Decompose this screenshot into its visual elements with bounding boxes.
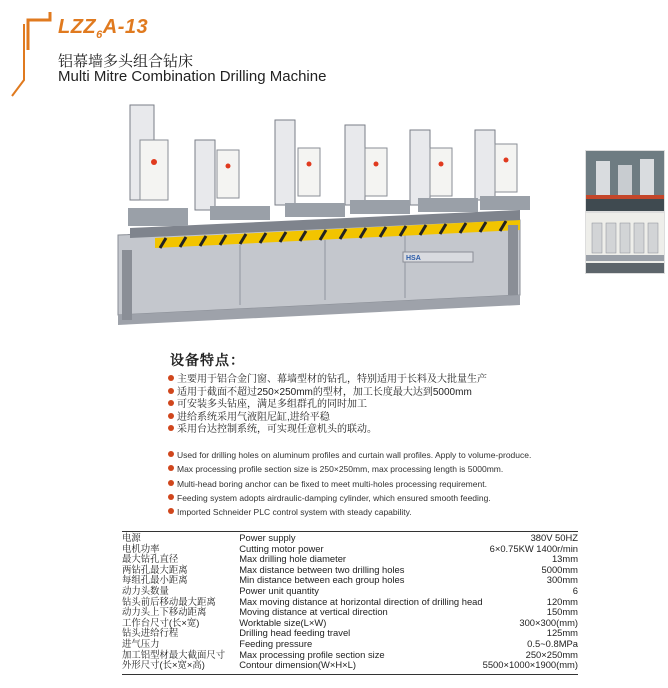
table-row (122, 544, 578, 555)
drilling-machine-illustration (100, 100, 570, 350)
bullet-icon (168, 508, 174, 514)
spec-label-cn: 电机功率 (122, 542, 160, 554)
bullet-icon (168, 494, 174, 500)
detail-photo-drill-heads (585, 150, 665, 212)
features-heading: 设备特点： (170, 352, 245, 368)
spec-label-en: Max distance between two drilling holes (239, 563, 405, 575)
bullet-icon (168, 413, 174, 419)
spec-label-cn: 动力头数量 (122, 584, 169, 596)
table-row (122, 575, 578, 586)
detail-photo-spindle-row (585, 212, 665, 274)
bullet-icon (168, 400, 174, 406)
features-list-chinese (168, 374, 487, 437)
spec-value: 250×250mm (525, 648, 578, 660)
spec-table-top-rule (122, 531, 578, 532)
spec-value: 0.5~0.8MPa (527, 637, 578, 649)
list-item: Feeding system adopts airdraulic-damping cylinder, which ensured smooth feeding. (168, 491, 531, 505)
bullet-icon (168, 465, 174, 471)
spec-value: 150mm (546, 606, 578, 618)
list-item: Used for drilling holes on aluminum profiles and curtain wall profiles. Apply to volume-produce. (168, 448, 531, 462)
table-row (122, 628, 578, 639)
list-item: 主要用于铝合金门窗、幕墙型材的钻孔，特别适用于长料及大批量生产 (168, 374, 487, 387)
spec-value: 300mm (546, 574, 578, 586)
table-row (122, 660, 578, 671)
spec-label-en: Max drilling hole diameter (239, 553, 347, 565)
spec-value: 300×300(mm) (519, 616, 578, 628)
title-english: Multi Mitre Combination Drilling Machine (58, 68, 327, 85)
spec-label-en: Power unit quantity (239, 584, 319, 596)
list-item: Max processing profile section size is 250×250mm, max processing length is 5000mm. (168, 462, 531, 476)
machine-plate-text: HSA (406, 255, 421, 262)
spec-label-en: Feeding pressure (239, 637, 313, 649)
spec-value: 125mm (546, 627, 578, 639)
spec-label-en: Moving distance at vertical direction (239, 606, 388, 618)
spec-label-cn: 动力头上下移动距离 (122, 606, 207, 618)
spec-value: 120mm (546, 595, 578, 607)
features-list-english (168, 448, 531, 519)
bullet-icon (168, 425, 174, 431)
list-item: 可安装多头钻座，满足多组群孔的同时加工 (168, 399, 487, 412)
spec-label-en: Power supply (239, 532, 296, 543)
spec-table-bottom-rule (122, 674, 578, 675)
spec-label-cn: 工作台尺寸(长×宽) (122, 616, 200, 628)
spec-label-cn: 电源 (122, 532, 141, 543)
bullet-icon (168, 451, 174, 457)
list-item: Multi-head boring anchor can be fixed to meet multi-holes processing requirement. (168, 477, 531, 491)
spec-value: 5000mm (541, 563, 578, 575)
list-item: 进给系统采用气液阻尼缸,进给平稳 (168, 412, 487, 425)
spec-label-cn: 两钻孔最大距离 (122, 563, 188, 575)
table-row (122, 533, 578, 544)
bullet-icon (168, 375, 174, 381)
model-number: $LZZ_6A-13$ (58, 16, 149, 41)
bullet-icon (168, 480, 174, 486)
spec-label-cn: 进气压力 (122, 637, 160, 649)
corner-bracket-logo (10, 10, 54, 98)
table-row (122, 639, 578, 650)
table-row (122, 618, 578, 629)
spec-label-cn: 最大钻孔直径 (122, 553, 179, 565)
spec-value: 6 (572, 584, 578, 596)
spec-value: 380V 50HZ (530, 532, 578, 543)
spec-label-en: Max moving distance at horizontal direction of drilling head (239, 595, 483, 607)
spec-label-en: Max processing profile section size (239, 648, 385, 660)
spec-table (122, 533, 578, 671)
spec-label-en: Cutting motor power (239, 542, 324, 554)
spec-label-cn: 钻头进给行程 (122, 627, 179, 639)
spec-label-cn: 加工铝型材最大截面尺寸 (122, 648, 226, 660)
spec-value: 6×0.75KW 1400r/min (489, 542, 578, 554)
list-item: 采用台达控制系统，可实现任意机头的联动。 (168, 424, 487, 437)
spec-label-cn: 钻头前后移动最大距离 (122, 595, 216, 607)
spec-label-en: Contour dimension(W×H×L) (239, 659, 356, 671)
list-item: 适用于截面不超过250×250mm的型材，加工长度最大达到5000mm (168, 387, 487, 400)
spec-value: 5500×1000×1900(mm) (482, 659, 578, 671)
spec-label-en: Drilling head feeding travel (239, 627, 351, 639)
spec-value: 13mm (551, 553, 578, 565)
title-chinese: 铝幕墙多头组合钻床 (58, 53, 194, 70)
spec-label-cn: 每组孔最小距离 (122, 574, 188, 586)
spec-label-en: Worktable size(L×W) (239, 616, 327, 628)
bullet-icon (168, 388, 174, 394)
list-item: Imported Schneider PLC control system with steady capability. (168, 505, 531, 519)
spec-label-en: Min distance between each group holes (239, 574, 405, 586)
spec-label-cn: 外形尺寸(长×宽×高) (122, 659, 205, 671)
table-row (122, 586, 578, 597)
